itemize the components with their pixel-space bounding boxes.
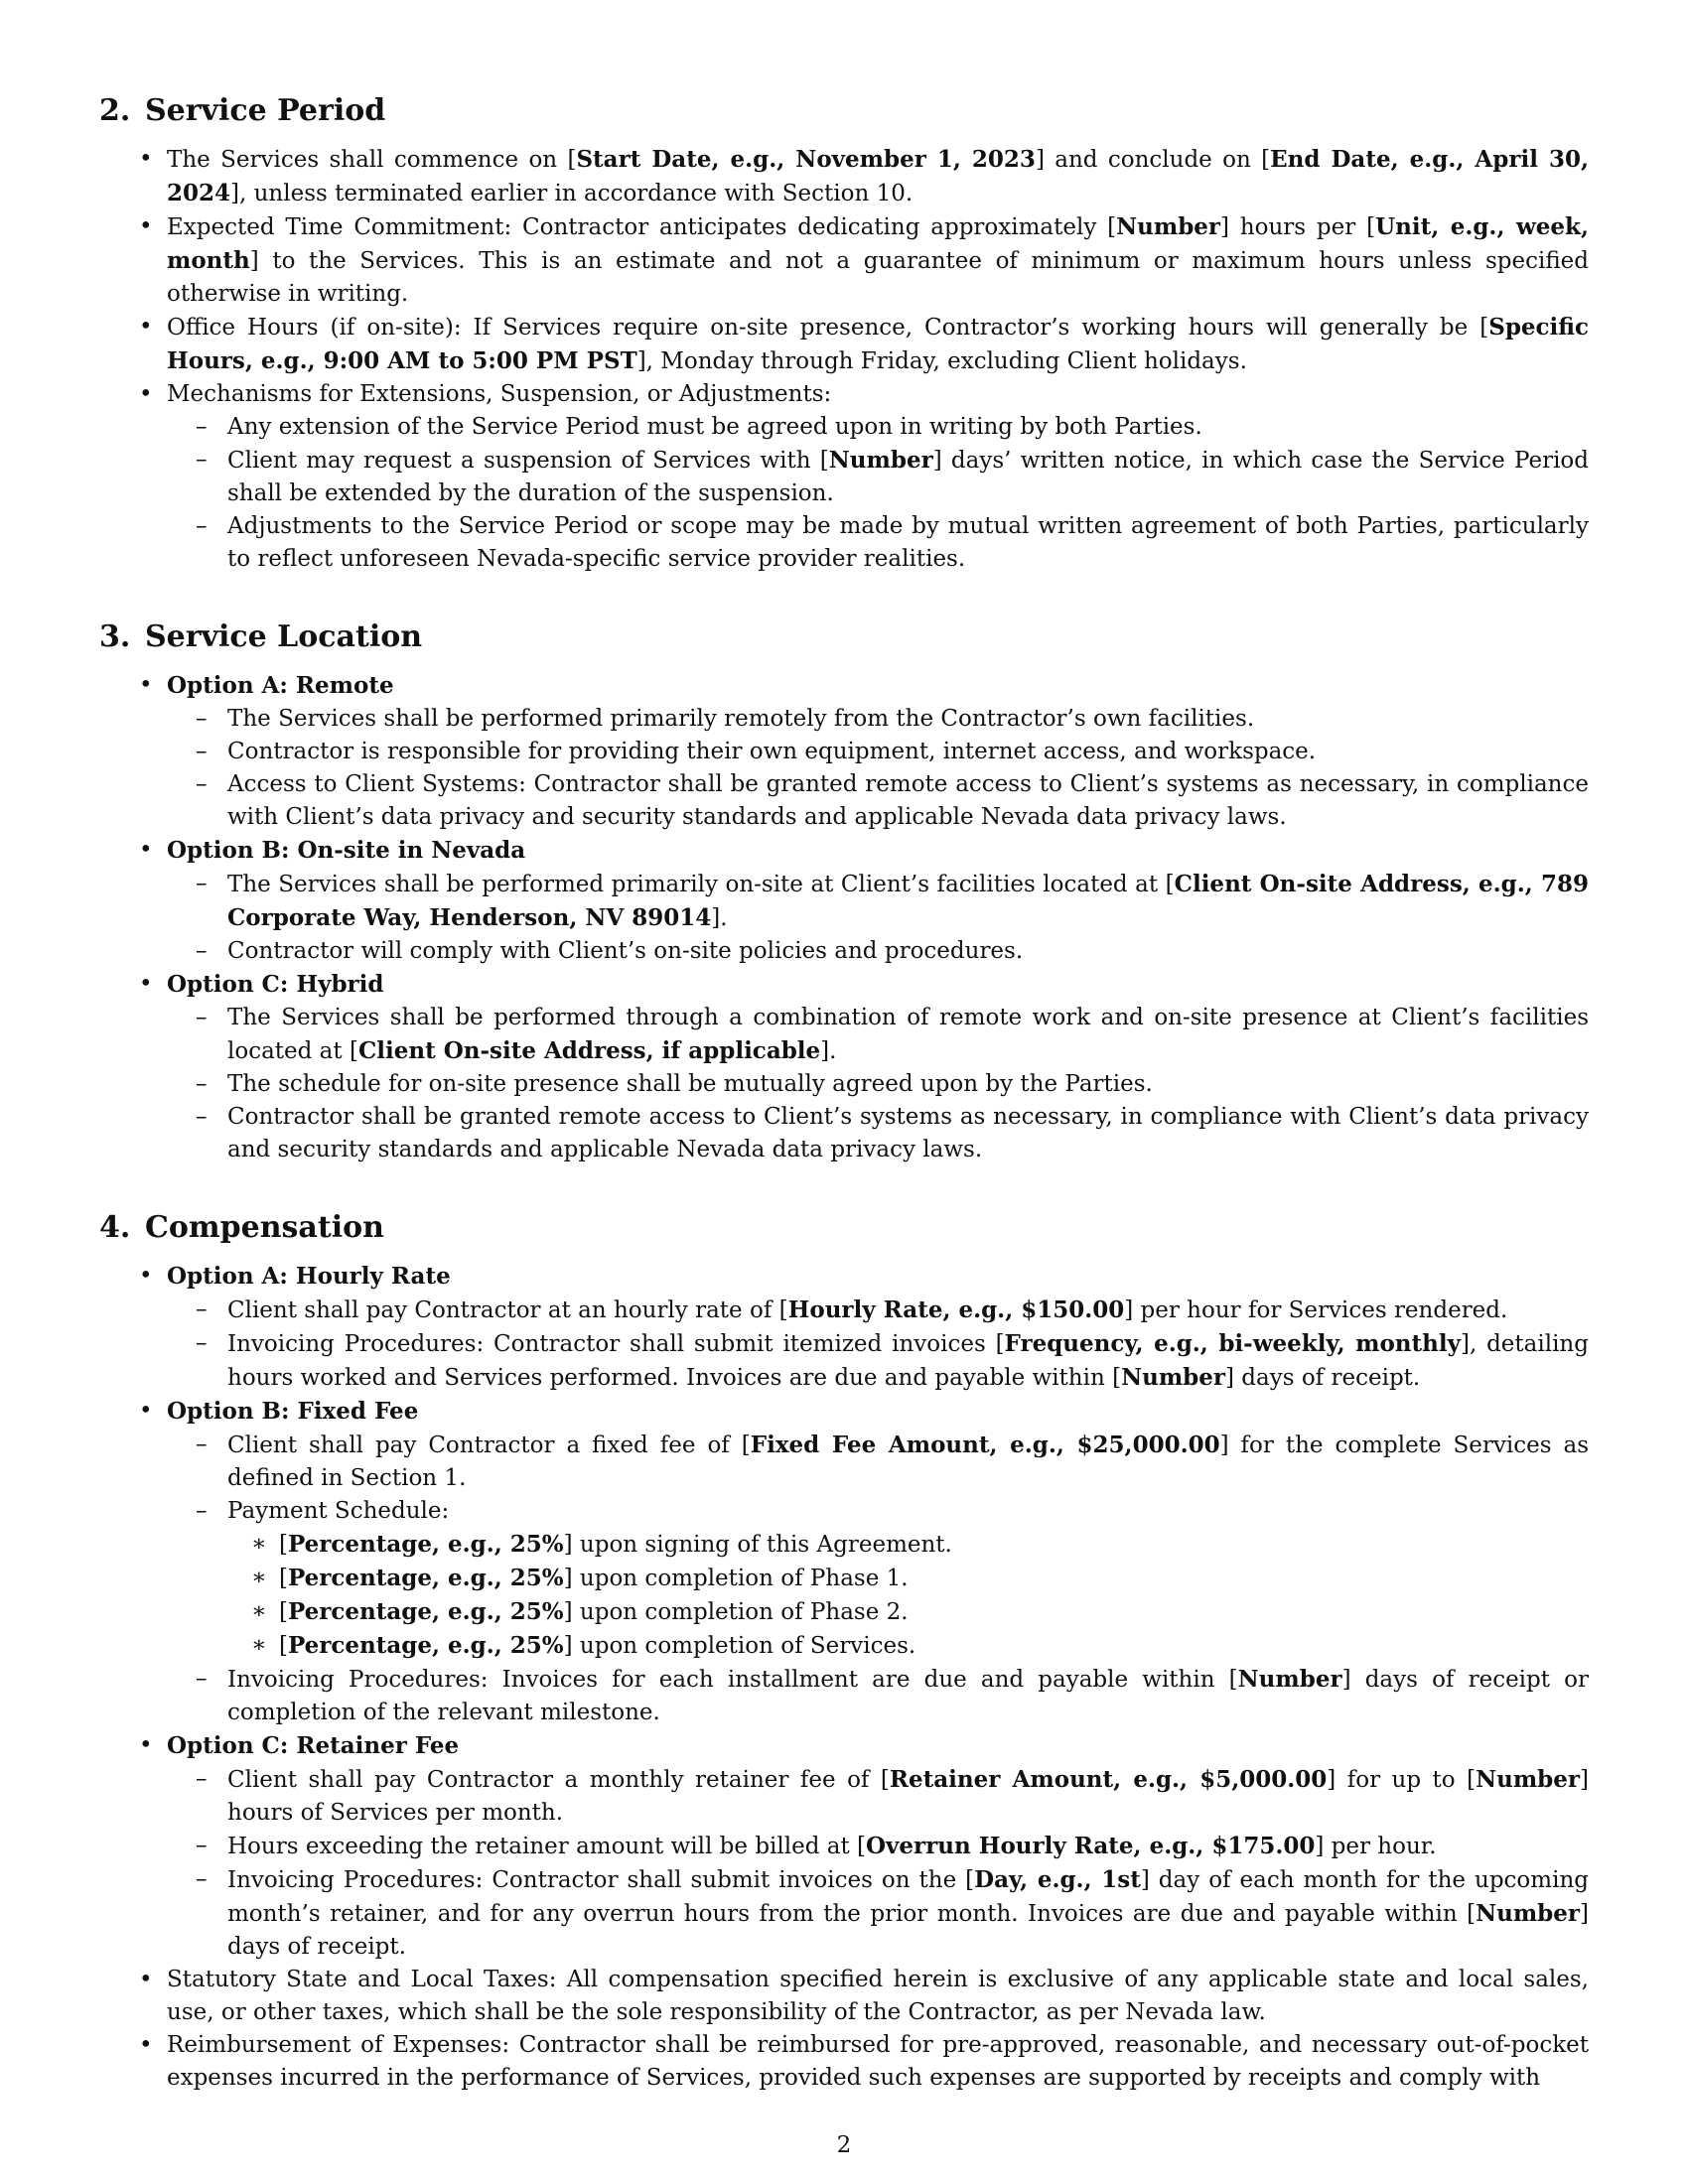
placeholder-field: Frequency, e.g., bi-weekly, monthly bbox=[1004, 1330, 1461, 1357]
list-item-text bbox=[227, 510, 1589, 576]
list-item-text bbox=[227, 1863, 1589, 1964]
list-item bbox=[227, 1562, 1589, 1595]
text-run: ] days’ written notice, in which case the Service Period shall be extended by the duration of the suspension. bbox=[227, 448, 1589, 506]
section-heading bbox=[99, 91, 1589, 131]
text-run: ] for up to [ bbox=[1327, 1767, 1477, 1793]
text-run: Client shall pay Contractor a fixed fee of [ bbox=[227, 1433, 751, 1458]
placeholder-field: Percentage, e.g., 25% bbox=[287, 1632, 564, 1659]
section-title: Compensation bbox=[145, 1210, 384, 1245]
list-item bbox=[167, 703, 1589, 736]
list-item-text bbox=[227, 1429, 1589, 1495]
list-item-text bbox=[279, 1528, 1589, 1562]
text-run: Client shall pay Contractor at an hourly rate of [ bbox=[227, 1297, 788, 1323]
list-item bbox=[99, 210, 1589, 311]
text-run: The Services shall be performed primarily on-site at Client’s facilities located at [ bbox=[227, 872, 1175, 897]
placeholder-field: Specific Hours, e.g., 9:00 AM to 5:00 PM PST bbox=[167, 314, 1589, 374]
section-heading bbox=[99, 1208, 1589, 1248]
placeholder-field: Fixed Fee Amount, e.g., $25,000.00 bbox=[750, 1432, 1220, 1458]
list-item bbox=[167, 868, 1589, 935]
list-item-text bbox=[167, 968, 1589, 1002]
text-run: ] and conclude on [ bbox=[1035, 147, 1271, 173]
list-level-2 bbox=[167, 1294, 1589, 1395]
list-item bbox=[99, 1260, 1589, 1395]
placeholder-field: Percentage, e.g., 25% bbox=[287, 1565, 564, 1591]
list-item bbox=[167, 1763, 1589, 1830]
placeholder-field: Day, e.g., 1st bbox=[974, 1866, 1141, 1893]
list-item bbox=[99, 143, 1589, 210]
list-item-text bbox=[167, 2029, 1589, 2095]
placeholder-field: Percentage, e.g., 25% bbox=[287, 1531, 564, 1558]
text-run: ] days of receipt. bbox=[1225, 1365, 1421, 1391]
text-run: ] per hour. bbox=[1315, 1834, 1437, 1859]
text-run: ] days of receipt. bbox=[227, 1901, 1589, 1960]
text-run: The schedule for on-site presence shall be mutually agreed upon by the Parties. bbox=[227, 1071, 1153, 1097]
list-item bbox=[99, 378, 1589, 576]
section bbox=[99, 1208, 1589, 2095]
list-item-text bbox=[227, 1830, 1589, 1863]
placeholder-field: Number bbox=[1116, 213, 1221, 240]
list-level-2 bbox=[167, 868, 1589, 968]
list-item-text bbox=[167, 1964, 1589, 2029]
list-item-text bbox=[227, 444, 1589, 510]
section bbox=[99, 91, 1589, 576]
placeholder-field: Retainer Amount, e.g., $5,000.00 bbox=[889, 1766, 1328, 1793]
text-run: Client shall pay Contractor a monthly retainer fee of [ bbox=[227, 1767, 890, 1793]
text-run: [ bbox=[279, 1599, 288, 1625]
list-item-text bbox=[227, 1763, 1589, 1830]
text-run: [ bbox=[279, 1532, 288, 1558]
text-run: Any extension of the Service Period must be agreed upon in writing by both Parties. bbox=[227, 414, 1202, 440]
text-run: ] hours per [ bbox=[1220, 214, 1376, 240]
placeholder-field: Start Date, e.g., November 1, 2023 bbox=[576, 146, 1036, 173]
text-run: ], unless terminated earlier in accordance with Section 10. bbox=[230, 181, 914, 206]
list-item-text bbox=[167, 210, 1589, 311]
document-page bbox=[99, 91, 1589, 2136]
text-run: Reimbursement of Expenses: Contractor shall be reimbursed for pre-approved, reasonable, and necessary out-of-pocket expenses incurred in the performance of Services, provided such expenses are supported by receipts and comply with bbox=[167, 2032, 1589, 2091]
section-number: 2. bbox=[99, 93, 131, 128]
list-item-text bbox=[227, 1101, 1589, 1166]
text-run: ]. bbox=[711, 905, 728, 931]
text-run: Access to Client Systems: Contractor shall be granted remote access to Client’s systems as necessary, in compliance with Client’s data privacy and security standards and applicable Nevada data privacy laws. bbox=[227, 771, 1589, 830]
section-heading bbox=[99, 617, 1589, 657]
page-number: 2 bbox=[836, 2132, 852, 2158]
placeholder-field: Option C: Hybrid bbox=[167, 971, 384, 998]
list-item bbox=[167, 1327, 1589, 1395]
list-item-text bbox=[227, 768, 1589, 834]
list-item-text bbox=[227, 1068, 1589, 1101]
list-item-text bbox=[227, 703, 1589, 736]
list-item-text bbox=[227, 1663, 1589, 1729]
section-title: Service Period bbox=[145, 93, 386, 128]
text-run: ]. bbox=[820, 1038, 837, 1064]
placeholder-field: Option B: Fixed Fee bbox=[167, 1398, 419, 1425]
text-run: Invoicing Procedures: Contractor shall submit itemized invoices [ bbox=[227, 1331, 1005, 1357]
list-item bbox=[227, 1595, 1589, 1629]
list-item bbox=[167, 935, 1589, 968]
placeholder-field: Option C: Retainer Fee bbox=[167, 1732, 460, 1759]
list-level-1 bbox=[99, 1260, 1589, 2095]
text-run: ] day of each month for the upcoming month’s retainer, and for any overrun hours from the prior month. Invoices are due and payable within [ bbox=[227, 1867, 1589, 1927]
list-level-2 bbox=[167, 1429, 1589, 1729]
list-item bbox=[167, 768, 1589, 834]
text-run: ] upon signing of this Agreement. bbox=[563, 1532, 952, 1558]
text-run: ] hours of Services per month. bbox=[227, 1767, 1589, 1826]
text-run: Contractor will comply with Client’s on-site policies and procedures. bbox=[227, 938, 1024, 964]
text-run: Contractor shall be granted remote access to Client’s systems as necessary, in compliance with Client’s data privacy and security standards and applicable Nevada data privacy laws. bbox=[227, 1104, 1589, 1162]
list-item bbox=[167, 1830, 1589, 1863]
list-item bbox=[99, 2029, 1589, 2095]
placeholder-field: Overrun Hourly Rate, e.g., $175.00 bbox=[866, 1833, 1316, 1859]
list-item bbox=[99, 669, 1589, 834]
text-run: ] upon completion of Services. bbox=[563, 1633, 916, 1659]
placeholder-field: Hourly Rate, e.g., $150.00 bbox=[787, 1297, 1125, 1323]
placeholder-field: Option B: On-site in Nevada bbox=[167, 837, 526, 864]
text-run: Expected Time Commitment: Contractor anticipates dedicating approximately [ bbox=[167, 214, 1117, 240]
list-item-text bbox=[167, 834, 1589, 868]
section-number: 4. bbox=[99, 1210, 131, 1245]
text-run: [ bbox=[279, 1566, 288, 1591]
list-item bbox=[99, 311, 1589, 378]
placeholder-field: End Date, e.g., April 30, 2024 bbox=[167, 146, 1589, 206]
placeholder-field: Option A: Remote bbox=[167, 672, 394, 699]
text-run: ] upon completion of Phase 1. bbox=[563, 1566, 909, 1591]
list-item-text bbox=[167, 1260, 1589, 1294]
list-item bbox=[167, 411, 1589, 444]
text-run: Statutory State and Local Taxes: All compensation specified herein is exclusive of any applicable state and local sales, use, or other taxes, which shall be the sole responsibility of the Contractor, as per Nevada law. bbox=[167, 1967, 1589, 2025]
list-item bbox=[99, 968, 1589, 1166]
list-level-2 bbox=[167, 1763, 1589, 1964]
text-run: ] per hour for Services rendered. bbox=[1124, 1297, 1508, 1323]
placeholder-field: Unit, e.g., week, month bbox=[167, 213, 1589, 274]
list-item bbox=[167, 444, 1589, 510]
list-item bbox=[167, 1101, 1589, 1166]
placeholder-field: Number bbox=[1476, 1766, 1581, 1793]
list-item-text bbox=[227, 1002, 1589, 1068]
text-run: The Services shall commence on [ bbox=[167, 147, 577, 173]
list-item-text bbox=[279, 1629, 1589, 1663]
text-run: Payment Schedule: bbox=[227, 1498, 450, 1524]
placeholder-field: Number bbox=[1121, 1364, 1225, 1391]
list-item bbox=[99, 834, 1589, 968]
list-item-text bbox=[167, 1395, 1589, 1429]
list-item-text bbox=[279, 1562, 1589, 1595]
text-run: ] upon completion of Phase 2. bbox=[563, 1599, 909, 1625]
list-item-text bbox=[167, 1729, 1589, 1763]
list-item bbox=[99, 1395, 1589, 1729]
text-run: The Services shall be performed through a combination of remote work and on-site presence at Client’s facilities located at [ bbox=[227, 1005, 1589, 1064]
list-item-text bbox=[227, 1495, 1589, 1528]
placeholder-field: Option A: Hourly Rate bbox=[167, 1263, 451, 1290]
text-run: Invoicing Procedures: Invoices for each installment are due and payable within [ bbox=[227, 1667, 1238, 1693]
placeholder-field: Client On-site Address, if applicable bbox=[357, 1037, 821, 1064]
text-run: Client may request a suspension of Services with [ bbox=[227, 448, 829, 474]
list-item-text bbox=[227, 868, 1589, 935]
placeholder-field: Number bbox=[828, 447, 933, 474]
list-item bbox=[167, 1429, 1589, 1495]
text-run: Contractor is responsible for providing their own equipment, internet access, and workspace. bbox=[227, 739, 1317, 764]
text-run: Adjustments to the Service Period or scope may be made by mutual written agreement of both Parties, particularly to reflect unforeseen Nevada-specific service provider realities. bbox=[227, 513, 1589, 572]
list-level-2 bbox=[167, 1002, 1589, 1166]
list-item-text bbox=[167, 669, 1589, 703]
list-level-1 bbox=[99, 669, 1589, 1166]
list-item bbox=[167, 736, 1589, 768]
list-item-text bbox=[279, 1595, 1589, 1629]
list-level-3 bbox=[227, 1528, 1589, 1663]
text-run: ], detailing hours worked and Services performed. Invoices are due and payable within [ bbox=[227, 1331, 1589, 1391]
text-run: Office Hours (if on-site): If Services require on-site presence, Contractor’s working hours will generally be [ bbox=[167, 315, 1489, 341]
text-run: ] days of receipt or completion of the relevant milestone. bbox=[227, 1667, 1589, 1725]
list-item bbox=[227, 1629, 1589, 1663]
list-level-2 bbox=[167, 411, 1589, 576]
list-item bbox=[167, 1002, 1589, 1068]
list-item bbox=[167, 1863, 1589, 1964]
list-item-text bbox=[227, 1327, 1589, 1395]
list-item-text bbox=[167, 378, 1589, 411]
text-run: The Services shall be performed primarily remotely from the Contractor’s own facilities. bbox=[227, 706, 1255, 732]
section-number: 3. bbox=[99, 619, 131, 654]
text-run: ] for the complete Services as defined in Section 1. bbox=[227, 1433, 1589, 1491]
list-level-2 bbox=[167, 703, 1589, 834]
text-run: [ bbox=[279, 1633, 288, 1659]
list-item-text bbox=[227, 736, 1589, 768]
text-run: ], Monday through Friday, excluding Client holidays. bbox=[636, 348, 1247, 374]
list-item bbox=[167, 1068, 1589, 1101]
list-item-text bbox=[227, 935, 1589, 968]
placeholder-field: Number bbox=[1476, 1900, 1581, 1927]
list-item bbox=[167, 1294, 1589, 1327]
section bbox=[99, 617, 1589, 1166]
list-item-text bbox=[167, 311, 1589, 378]
text-run: Mechanisms for Extensions, Suspension, or Adjustments: bbox=[167, 381, 832, 407]
list-item bbox=[167, 510, 1589, 576]
text-run: Invoicing Procedures: Contractor shall submit invoices on the [ bbox=[227, 1867, 975, 1893]
list-item-text bbox=[227, 411, 1589, 444]
text-run: ] to the Services. This is an estimate and not a guarantee of minimum or maximum hours unless specified otherwise in writing. bbox=[167, 248, 1589, 307]
placeholder-field: Number bbox=[1237, 1666, 1342, 1693]
placeholder-field: Percentage, e.g., 25% bbox=[287, 1598, 564, 1625]
list-item bbox=[99, 1729, 1589, 1964]
list-item bbox=[167, 1495, 1589, 1663]
list-item bbox=[167, 1663, 1589, 1729]
list-item bbox=[99, 1964, 1589, 2029]
list-item-text bbox=[167, 143, 1589, 210]
list-item-text bbox=[227, 1294, 1589, 1327]
list-item bbox=[227, 1528, 1589, 1562]
list-level-1 bbox=[99, 143, 1589, 576]
section-title: Service Location bbox=[145, 619, 423, 654]
text-run: Hours exceeding the retainer amount will be billed at [ bbox=[227, 1834, 867, 1859]
placeholder-field: Client On-site Address, e.g., 789 Corporate Way, Henderson, NV 89014 bbox=[227, 871, 1589, 931]
